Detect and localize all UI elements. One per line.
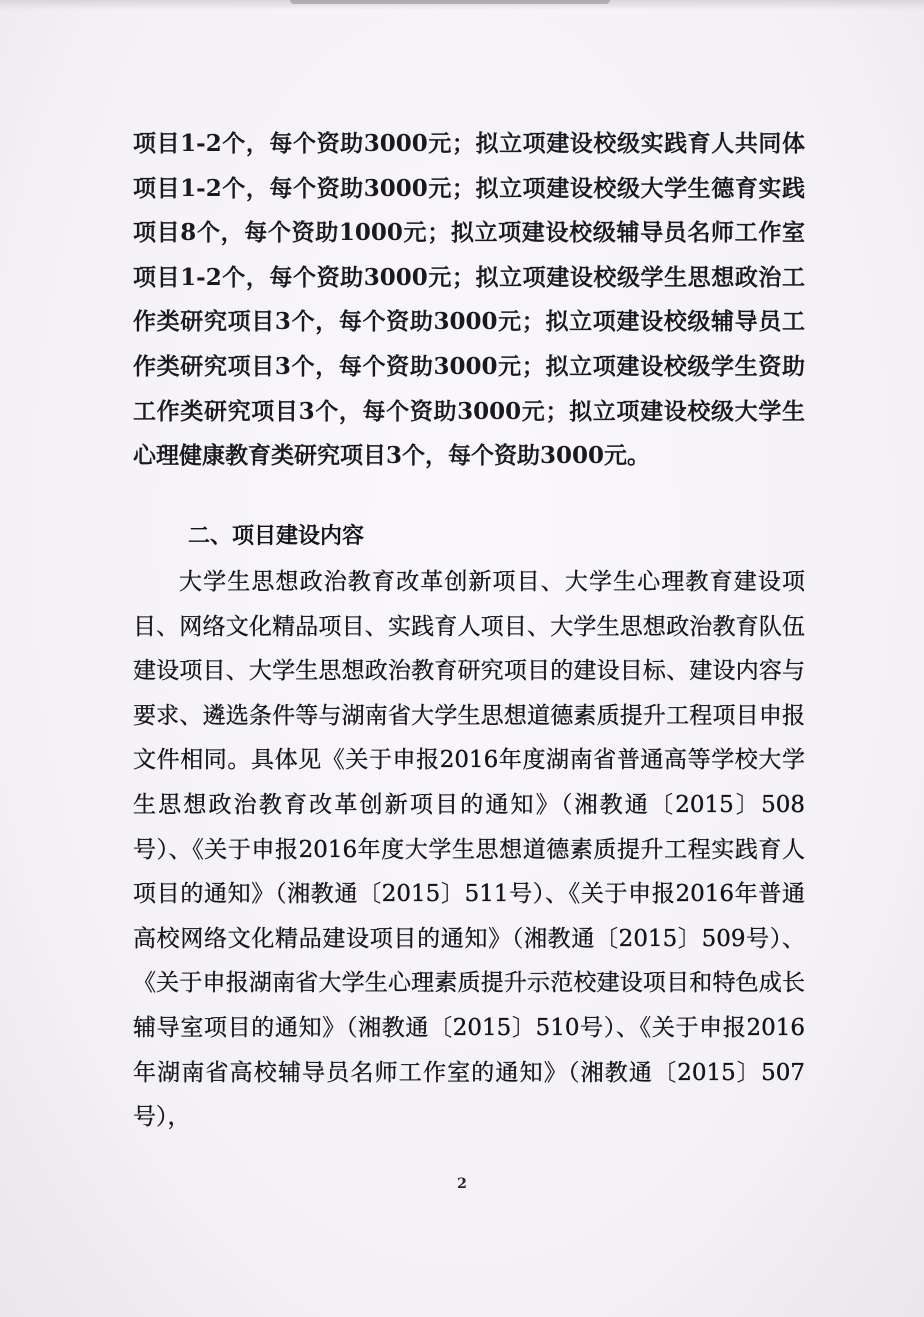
section-heading: 二、项目建设内容 (188, 524, 365, 549)
content-paragraph: 大学生思想政治教育改革创新项目、大学生心理教育建设项目、网络文化精品项目、实践育人项目、大学生思想政治教育队伍建设项目、大学生思想政治教育研究项目的建设目标、建设内容与要求、遴选条件等与湖南省大学生思想道德素质提升工程项目申报文件相同。具体见《关于申报2016年度湖南省普通高等学校大学生思想政治教育改革创新项目的通知》（湘教通〔2015〕508号）、《关于申报2016年度大学生思想道德素质提升工程实践育人项目的通知》（湘教通〔2015〕511号）、《关于申报2016年普通高校网络文化精品建设项目的通知》（湘教通〔2015〕509号）、《关于申报湖南省大学生心理素质提升示范校建设项目和特色成长辅导室项目的通知》（湘教通〔2015〕510号）、《关于申报2016年湖南省高校辅导员名师工作室的通知》（湘教通〔2015〕507号）， (133, 569, 805, 1131)
scan-top-edge (290, 0, 610, 4)
page-number: 2 (457, 1176, 467, 1192)
funding-paragraph: 项目1-2个，每个资助3000元；拟立项建设校级实践育人共同体项目1-2个，每个资助3000元；拟立项建设校级大学生德育实践项目8个，每个资助1000元；拟立项建设校级辅导员名师工作室项目1-2个，每个资助3000元；拟立项建设校级学生思想政治工作类研究项目3个，每个资助3000元；拟立项建设校级辅导员工作类研究项目3个，每个资助3000元；拟立项建设校级学生资助工作类研究项目3个，每个资助3000元；拟立项建设校级大学生心理健康教育类研究项目3个，每个资助3000元。 (133, 130, 805, 470)
